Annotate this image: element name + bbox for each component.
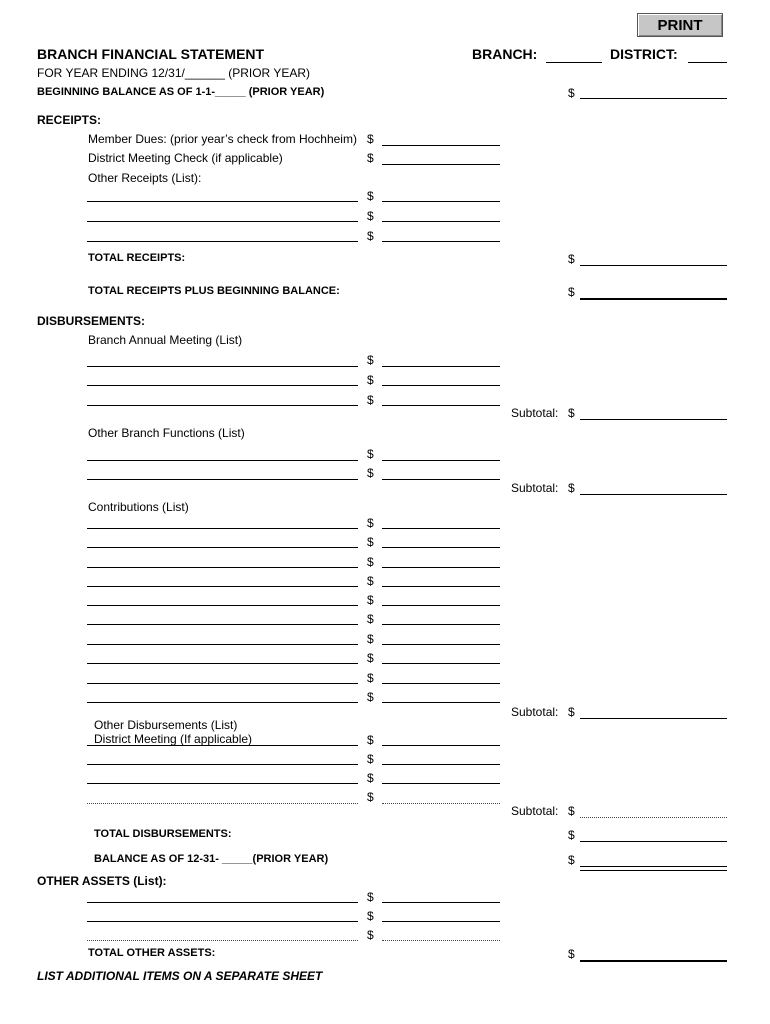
other-assets-heading: OTHER ASSETS (List):: [37, 874, 167, 888]
contribution-item-field[interactable]: [87, 683, 358, 684]
currency-symbol: $: [568, 705, 575, 719]
currency-symbol: $: [367, 229, 374, 243]
contribution-item-field[interactable]: [87, 528, 358, 529]
currency-symbol: $: [367, 516, 374, 530]
other-receipts-label: Other Receipts (List):: [88, 171, 202, 185]
currency-symbol: $: [568, 252, 575, 266]
disbursement-item-field[interactable]: [87, 803, 358, 804]
currency-symbol: $: [568, 853, 575, 867]
currency-symbol: $: [367, 535, 374, 549]
currency-symbol: $: [367, 632, 374, 646]
district-label: DISTRICT:: [610, 46, 678, 62]
subtotal-field[interactable]: [580, 817, 727, 818]
subtotal-label: Subtotal:: [511, 481, 559, 495]
disbursement-amount-field[interactable]: [382, 803, 500, 804]
disbursement-item-field[interactable]: [87, 366, 358, 367]
beginning-balance-label: BEGINNING BALANCE AS OF 1-1-_____ (PRIOR YEAR): [37, 86, 325, 98]
subtotal-field[interactable]: [580, 494, 727, 495]
contribution-item-field[interactable]: [87, 702, 358, 703]
currency-symbol: $: [367, 733, 374, 747]
disbursement-item-field[interactable]: [87, 783, 358, 784]
year-ending-label: FOR YEAR ENDING 12/31/______ (PRIOR YEAR): [37, 66, 310, 80]
receipt-item-field[interactable]: [87, 201, 358, 202]
district-meeting-check-label: District Meeting Check (if applicable): [88, 151, 283, 165]
member-dues-label: Member Dues: (prior year’s check from Hochheim): [88, 132, 357, 146]
currency-symbol: $: [367, 593, 374, 607]
contribution-amount-field[interactable]: [382, 663, 500, 664]
currency-symbol: $: [568, 86, 575, 100]
currency-symbol: $: [367, 353, 374, 367]
currency-symbol: $: [367, 771, 374, 785]
currency-symbol: $: [367, 209, 374, 223]
disbursement-amount-field[interactable]: [382, 764, 500, 765]
subtotal-label: Subtotal:: [511, 406, 559, 420]
currency-symbol: $: [367, 373, 374, 387]
branch-field[interactable]: [546, 62, 602, 63]
disbursement-item-field[interactable]: [87, 479, 358, 480]
subtotal-field[interactable]: [580, 718, 727, 719]
currency-symbol: $: [367, 612, 374, 626]
currency-symbol: $: [367, 928, 374, 942]
print-button[interactable]: PRINT: [637, 13, 723, 37]
currency-symbol: $: [367, 393, 374, 407]
total-receipts-field[interactable]: [580, 265, 727, 266]
contribution-amount-field[interactable]: [382, 702, 500, 703]
district-meeting-label: District Meeting (If applicable): [94, 732, 253, 746]
district-field[interactable]: [688, 62, 727, 63]
receipt-item-field[interactable]: [87, 221, 358, 222]
contribution-amount-field[interactable]: [382, 586, 500, 587]
receipt-amount-field[interactable]: [382, 221, 500, 222]
contribution-item-field[interactable]: [87, 567, 358, 568]
balance-label: BALANCE AS OF 12-31- _____(PRIOR YEAR): [94, 853, 329, 865]
disbursement-item-field[interactable]: [87, 460, 358, 461]
receipt-item-field[interactable]: [87, 241, 358, 242]
balance-field[interactable]: [580, 866, 727, 867]
asset-item-field[interactable]: [87, 902, 358, 903]
other-branch-functions-label: Other Branch Functions (List): [88, 426, 245, 440]
total-receipts-plus-beginning-label: TOTAL RECEIPTS PLUS BEGINNING BALANCE:: [88, 285, 340, 297]
receipt-amount-field[interactable]: [382, 241, 500, 242]
currency-symbol: $: [568, 828, 575, 842]
member-dues-field[interactable]: [382, 145, 500, 146]
asset-item-field[interactable]: [87, 940, 358, 941]
contribution-amount-field[interactable]: [382, 605, 500, 606]
disbursements-heading: DISBURSEMENTS:: [37, 314, 146, 328]
branch-label: BRANCH:: [472, 46, 538, 62]
asset-amount-field[interactable]: [382, 921, 500, 922]
currency-symbol: $: [367, 151, 374, 165]
beginning-balance-field[interactable]: [580, 98, 727, 99]
total-receipts-plus-beginning-field[interactable]: [580, 298, 727, 300]
currency-symbol: $: [367, 690, 374, 704]
contribution-amount-field[interactable]: [382, 683, 500, 684]
contribution-item-field[interactable]: [87, 586, 358, 587]
currency-symbol: $: [367, 890, 374, 904]
contribution-amount-field[interactable]: [382, 644, 500, 645]
disbursement-amount-field[interactable]: [382, 405, 500, 406]
contribution-amount-field[interactable]: [382, 624, 500, 625]
currency-symbol: $: [367, 752, 374, 766]
subtotal-label: Subtotal:: [511, 804, 559, 818]
currency-symbol: $: [367, 447, 374, 461]
footer-note: LIST ADDITIONAL ITEMS ON A SEPARATE SHEET: [37, 969, 323, 983]
currency-symbol: $: [367, 555, 374, 569]
currency-symbol: $: [568, 804, 575, 818]
other-disbursements-label: Other Disbursements (List): [94, 718, 238, 732]
total-receipts-label: TOTAL RECEIPTS:: [88, 252, 186, 264]
total-other-assets-field[interactable]: [580, 960, 727, 962]
disbursement-amount-field[interactable]: [382, 745, 500, 746]
contribution-item-field[interactable]: [87, 547, 358, 548]
asset-amount-field[interactable]: [382, 902, 500, 903]
branch-annual-meeting-label: Branch Annual Meeting (List): [88, 333, 243, 347]
asset-amount-field[interactable]: [382, 940, 500, 941]
currency-symbol: $: [367, 651, 374, 665]
double-underline: [580, 870, 727, 871]
contribution-item-field[interactable]: [87, 644, 358, 645]
subtotal-label: Subtotal:: [511, 705, 559, 719]
disbursement-amount-field[interactable]: [382, 479, 500, 480]
asset-item-field[interactable]: [87, 921, 358, 922]
total-disbursements-field[interactable]: [580, 841, 727, 842]
contribution-amount-field[interactable]: [382, 528, 500, 529]
currency-symbol: $: [568, 947, 575, 961]
subtotal-field[interactable]: [580, 419, 727, 420]
disbursement-item-field[interactable]: [87, 385, 358, 386]
contribution-item-field[interactable]: [87, 624, 358, 625]
contribution-amount-field[interactable]: [382, 567, 500, 568]
disbursement-amount-field[interactable]: [382, 366, 500, 367]
contribution-amount-field[interactable]: [382, 547, 500, 548]
district-meeting-check-field[interactable]: [382, 164, 500, 165]
form-title: BRANCH FINANCIAL STATEMENT: [37, 46, 265, 62]
receipts-heading: RECEIPTS:: [37, 113, 102, 127]
currency-symbol: $: [568, 406, 575, 420]
currency-symbol: $: [568, 481, 575, 495]
disbursement-amount-field[interactable]: [382, 460, 500, 461]
currency-symbol: $: [367, 466, 374, 480]
currency-symbol: $: [367, 132, 374, 146]
total-disbursements-label: TOTAL DISBURSEMENTS:: [94, 828, 232, 840]
currency-symbol: $: [367, 909, 374, 923]
currency-symbol: $: [367, 790, 374, 804]
receipt-amount-field[interactable]: [382, 201, 500, 202]
contribution-item-field[interactable]: [87, 663, 358, 664]
currency-symbol: $: [367, 189, 374, 203]
disbursement-amount-field[interactable]: [382, 385, 500, 386]
currency-symbol: $: [367, 574, 374, 588]
disbursement-item-field[interactable]: [87, 405, 358, 406]
disbursement-item-field[interactable]: [87, 764, 358, 765]
currency-symbol: $: [367, 671, 374, 685]
contribution-item-field[interactable]: [87, 605, 358, 606]
total-other-assets-label: TOTAL OTHER ASSETS:: [88, 947, 216, 959]
currency-symbol: $: [568, 285, 575, 299]
disbursement-item-field[interactable]: [87, 745, 358, 746]
disbursement-amount-field[interactable]: [382, 783, 500, 784]
contributions-label: Contributions (List): [88, 500, 189, 514]
